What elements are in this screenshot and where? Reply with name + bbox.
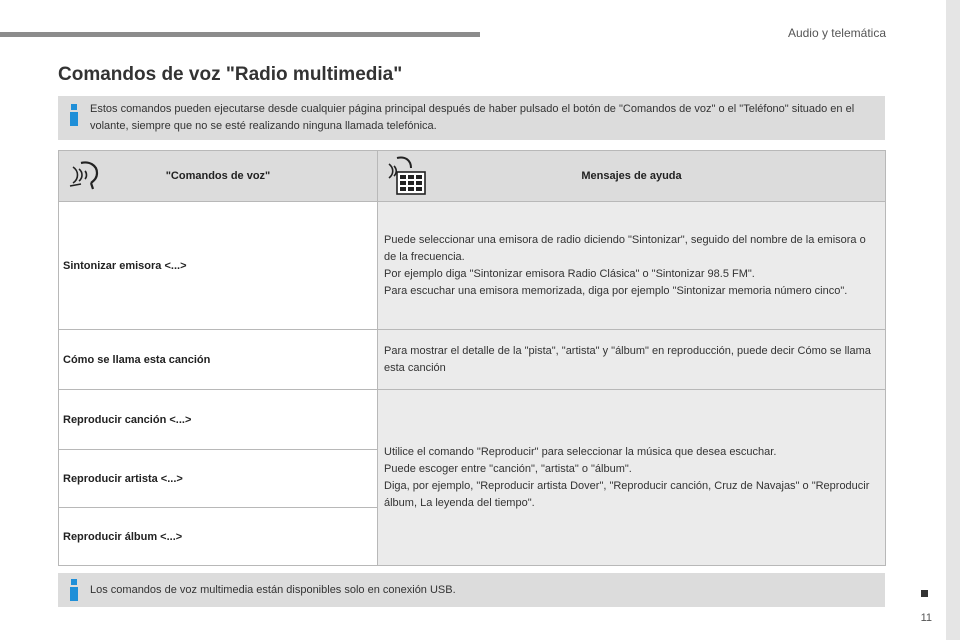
help-line: Por ejemplo diga "Sintonizar emisora Radio Clásica" o "Sintonizar 98.5 FM". [384, 267, 755, 280]
help-line: Diga, por ejemplo, "Reproducir artista Dover", "Reproducir canción, Cruz de Navajas" o "Reproducir álbum, La leyenda del tiempo". [384, 479, 870, 509]
help-line: Para mostrar el detalle de la "pista", "artista" y "álbum" en reproducción, puede decir Cómo se llama esta canción [384, 344, 871, 374]
table-row [59, 330, 886, 390]
shared-help-cell [378, 390, 886, 566]
chapter-marker [921, 590, 928, 597]
command-cell: Cómo se llama esta canción [59, 330, 378, 390]
info-note-text: Los comandos de voz multimedia están disponibles solo en conexión USB. [90, 584, 456, 596]
info-note-top [58, 96, 885, 140]
info-note-bottom [58, 573, 885, 607]
page-title: Comandos de voz "Radio multimedia" [58, 64, 403, 85]
header-help-messages [378, 151, 886, 202]
voice-commands-table [58, 150, 886, 566]
help-line: Para escuchar una emisora memorizada, diga por ejemplo "Sintonizar memoria número cinco". [384, 284, 848, 297]
page-edge-strip [946, 0, 960, 640]
help-cell [378, 330, 886, 390]
help-line: Utilice el comando "Reproducir" para seleccionar la música que desea escuchar. [384, 445, 777, 458]
command-cell: Reproducir canción <...> [59, 390, 378, 450]
header-voice-commands [59, 151, 378, 202]
info-note-text: Estos comandos pueden ejecutarse desde cualquier página principal después de haber pulsado el botón de "Comandos de voz" o el "Teléfono" situado en el volante, siempre que no se esté realizando ninguna llamada telefónica. [90, 103, 855, 132]
col-header-label: "Comandos de voz" [165, 170, 271, 182]
help-line: Puede escoger entre "canción", "artista" o "álbum". [384, 462, 632, 475]
help-messages-icon [383, 156, 427, 198]
section-title: Audio y telemática [787, 26, 886, 40]
col-header-label: Mensajes de ayuda [581, 170, 682, 182]
info-icon [70, 104, 78, 126]
table-row [59, 390, 886, 450]
table-header-row [59, 151, 886, 202]
help-cell [378, 202, 886, 330]
command-cell: Reproducir álbum <...> [59, 508, 378, 566]
page-number: 11 [920, 612, 932, 624]
header-rule [0, 32, 480, 37]
command-cell: Sintonizar emisora <...> [59, 202, 378, 330]
help-line: Puede seleccionar una emisora de radio diciendo "Sintonizar", seguido del nombre de la emisora o de la frecuencia. [384, 233, 866, 263]
command-cell: Reproducir artista <...> [59, 450, 378, 508]
info-icon [70, 579, 78, 601]
table-row [59, 202, 886, 330]
voice-command-icon [67, 159, 103, 193]
